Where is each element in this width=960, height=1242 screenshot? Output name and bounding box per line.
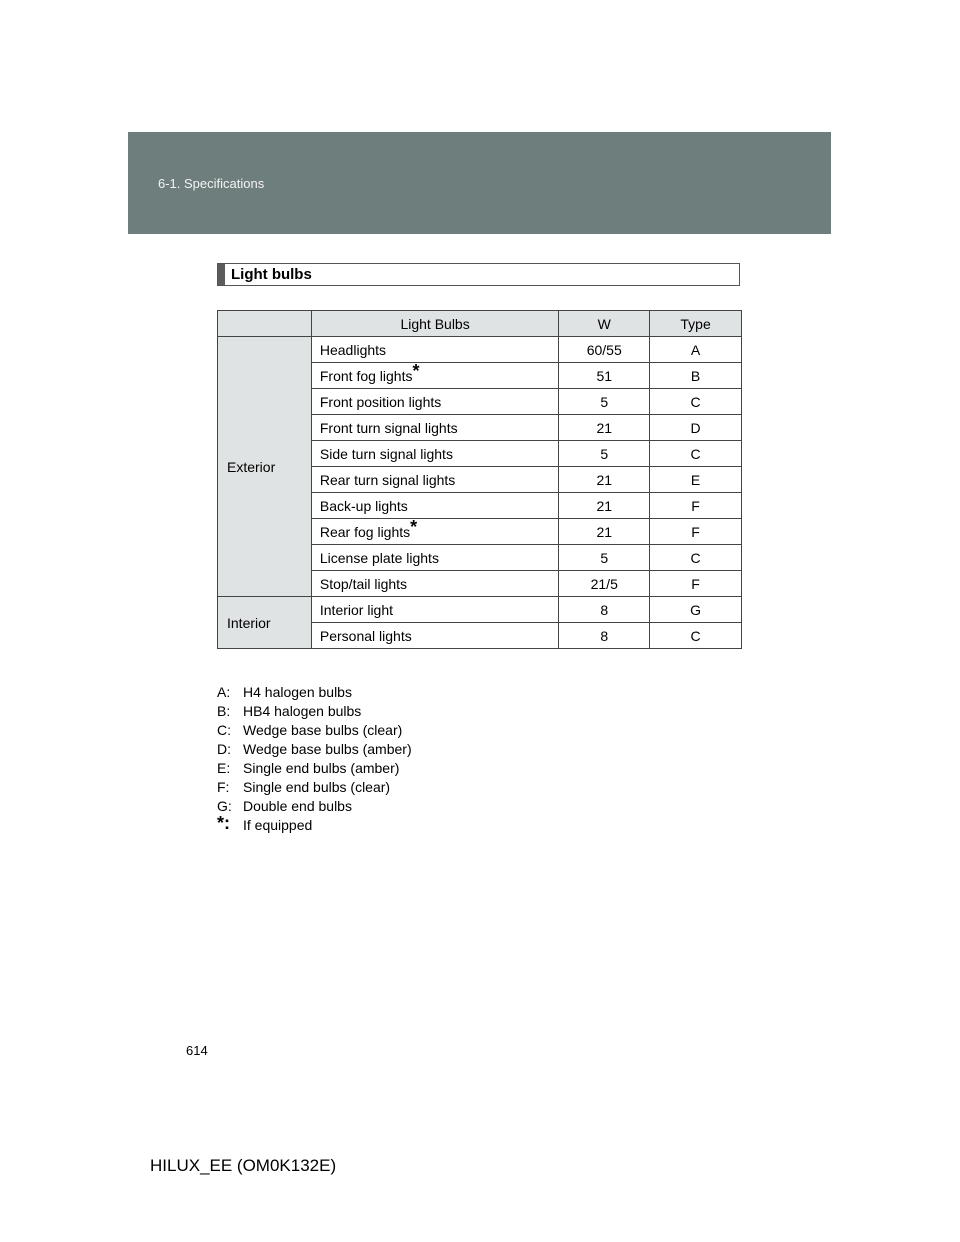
bulb-name: Interior light xyxy=(319,601,394,618)
bulb-name-cell xyxy=(311,389,558,415)
legend-text: Single end bulbs (clear) xyxy=(243,779,391,795)
section-heading xyxy=(217,263,740,286)
wattage-cell: 21 xyxy=(559,467,650,493)
section-breadcrumb: 6-1. Specifications xyxy=(158,176,265,191)
table-row xyxy=(218,597,742,623)
legend-item xyxy=(217,778,412,797)
bulb-name-cell xyxy=(311,360,558,389)
type-cell: G xyxy=(650,597,742,623)
wattage-cell: 60/55 xyxy=(559,337,650,363)
bulb-name-cell xyxy=(311,597,558,623)
legend-text: Wedge base bulbs (clear) xyxy=(243,722,403,738)
header-cell-type: Type xyxy=(650,311,742,337)
legend-item xyxy=(217,797,412,816)
type-cell: D xyxy=(650,415,742,441)
page-number: 614 xyxy=(186,1043,208,1058)
legend-text: Single end bulbs (amber) xyxy=(243,760,400,776)
bulb-name: Front fog lights xyxy=(319,367,413,384)
bulb-name: Personal lights xyxy=(319,627,412,644)
bulb-name: Front position lights xyxy=(319,393,442,410)
legend-key: A: xyxy=(217,684,231,700)
bulb-name-cell xyxy=(311,516,558,545)
document-id: HILUX_EE (OM0K132E) xyxy=(150,1156,337,1175)
type-cell: C xyxy=(650,623,742,649)
type-cell: E xyxy=(650,467,742,493)
bulb-name-cell xyxy=(311,467,558,493)
type-cell: C xyxy=(650,441,742,467)
legend-item xyxy=(217,721,412,740)
legend-text: H4 halogen bulbs xyxy=(243,684,352,700)
type-cell: A xyxy=(650,337,742,363)
type-cell: B xyxy=(650,363,742,389)
if-equipped-asterisk: * xyxy=(412,360,420,381)
legend-item xyxy=(217,759,412,778)
header-cell-group xyxy=(218,311,312,337)
legend-item xyxy=(217,740,412,759)
header-cell-light-bulbs: Light Bulbs xyxy=(311,311,558,337)
legend-key: D: xyxy=(217,741,231,757)
group-cell: Exterior xyxy=(218,337,312,597)
type-cell: F xyxy=(650,571,742,597)
bulb-name-cell xyxy=(311,415,558,441)
bulb-name: Stop/tail lights xyxy=(319,575,408,592)
if-equipped-asterisk: * xyxy=(410,516,418,537)
wattage-cell: 21 xyxy=(559,519,650,545)
wattage-cell: 21 xyxy=(559,415,650,441)
header-cell-w: W xyxy=(559,311,650,337)
legend-item xyxy=(217,683,412,702)
bulb-name: Front turn signal lights xyxy=(319,419,458,436)
table-row xyxy=(218,337,742,363)
bulb-name-cell xyxy=(311,337,558,363)
wattage-cell: 5 xyxy=(559,389,650,415)
legend-text: Double end bulbs xyxy=(243,798,352,814)
type-cell: C xyxy=(650,545,742,571)
heading-accent-bar xyxy=(218,264,225,285)
wattage-cell: 8 xyxy=(559,597,650,623)
legend-text: Wedge base bulbs (amber) xyxy=(243,741,412,757)
bulb-type-legend xyxy=(217,683,412,835)
type-cell: F xyxy=(650,493,742,519)
chapter-header xyxy=(128,132,831,234)
bulb-name-cell xyxy=(311,571,558,597)
bulb-name-cell xyxy=(311,623,558,649)
bulb-name: Rear fog lights xyxy=(319,523,411,540)
legend-text: HB4 halogen bulbs xyxy=(243,703,362,719)
legend-item xyxy=(217,702,412,721)
light-bulbs-table xyxy=(217,310,742,649)
legend-key: B: xyxy=(217,703,231,719)
bulb-name-cell xyxy=(311,545,558,571)
legend-key: F: xyxy=(217,779,230,795)
bulb-name: Headlights xyxy=(319,341,387,358)
legend-text: If equipped xyxy=(243,817,313,833)
bulb-name: Side turn signal lights xyxy=(319,445,453,462)
section-title: Light bulbs xyxy=(231,266,312,283)
bulb-name: Rear turn signal lights xyxy=(319,471,456,488)
wattage-cell: 5 xyxy=(559,441,650,467)
legend-key: C: xyxy=(217,722,231,738)
bulb-name: Back-up lights xyxy=(319,497,408,514)
wattage-cell: 21 xyxy=(559,493,650,519)
legend-key: *: xyxy=(217,813,230,833)
bulb-name-cell xyxy=(311,441,558,467)
type-cell: F xyxy=(650,519,742,545)
bulb-name-cell xyxy=(311,493,558,519)
group-cell: Interior xyxy=(218,597,312,649)
type-cell: C xyxy=(650,389,742,415)
legend-item xyxy=(217,813,412,835)
legend-key: G: xyxy=(217,798,232,814)
table-header-row xyxy=(218,311,742,337)
wattage-cell: 51 xyxy=(559,363,650,389)
legend-key: E: xyxy=(217,760,231,776)
bulb-name: License plate lights xyxy=(319,549,439,566)
wattage-cell: 8 xyxy=(559,623,650,649)
wattage-cell: 21/5 xyxy=(559,571,650,597)
wattage-cell: 5 xyxy=(559,545,650,571)
